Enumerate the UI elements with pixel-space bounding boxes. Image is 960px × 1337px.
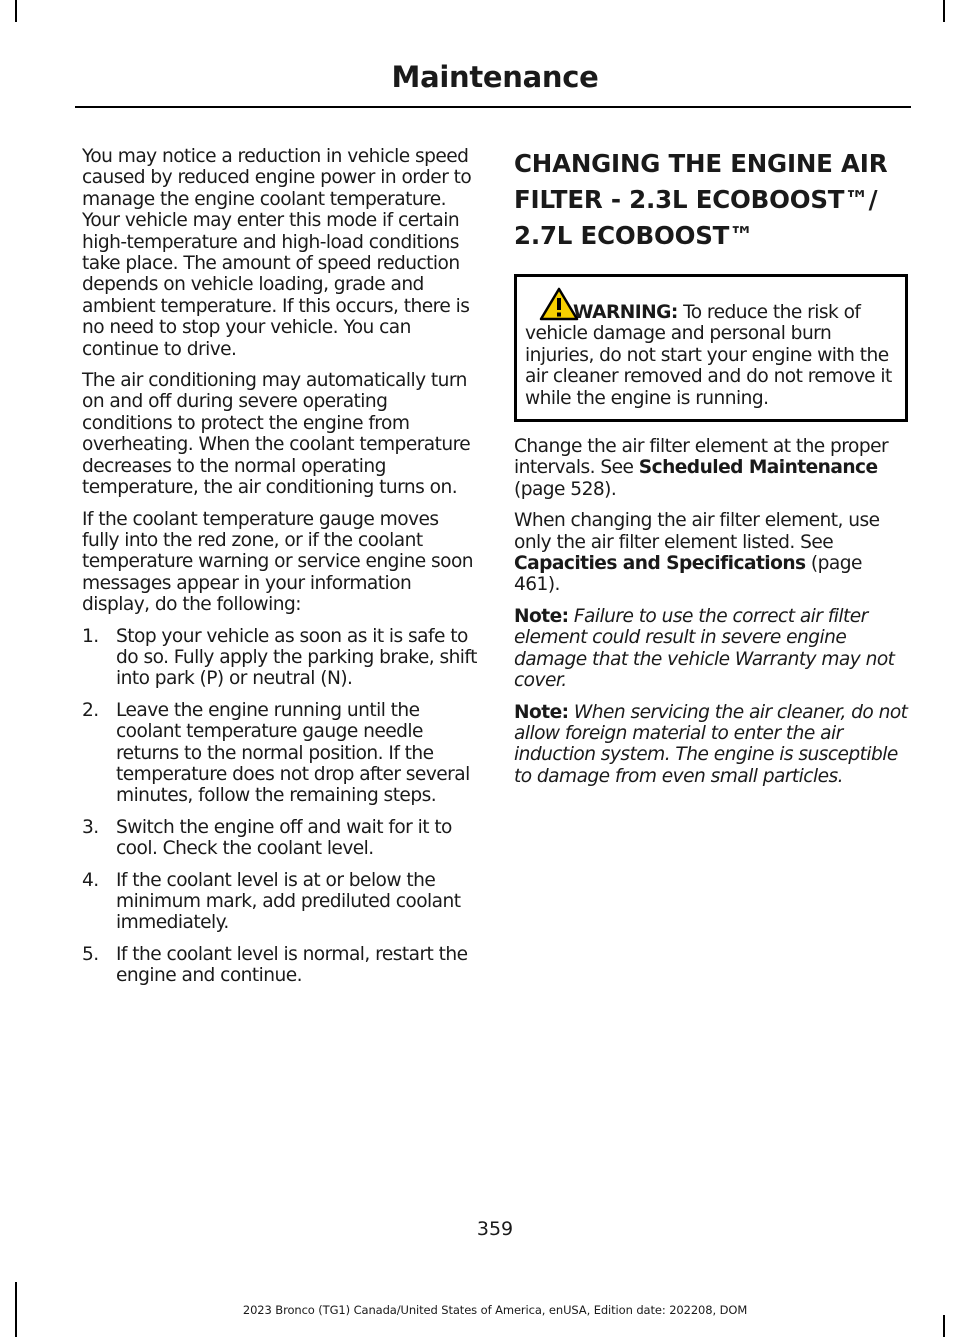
note-text: Failure to use the correct air filter element could result in severe engine damage that the vehicle Warranty may not cover. (514, 605, 895, 692)
crop-mark-top-right (943, 0, 945, 22)
step-text: If the coolant level is normal, restart the engine and continue. (116, 943, 468, 987)
note-correct-filter (514, 606, 908, 692)
step-number: 1. (82, 625, 99, 647)
warning-triangle-icon (539, 287, 579, 321)
header-rule (75, 106, 911, 108)
warning-box (514, 274, 908, 422)
list-item (82, 626, 477, 690)
page-number: 359 (476, 1218, 514, 1240)
left-column (82, 146, 477, 997)
right-column (514, 146, 908, 797)
paragraph-coolant-gauge: If the coolant temperature gauge moves fully into the red zone, or if the coolant temperature warning or service engine soon messages appear in your information display, do the following: (82, 508, 474, 616)
text: (page 461). (514, 553, 862, 596)
section-heading: CHANGING THE ENGINE AIR FILTER - 2.3L ECOBOOST™/ 2.7L ECOBOOST™ (514, 149, 888, 250)
text: When changing the air filter element, use only the air filter element listed. See (514, 510, 880, 553)
crop-mark-top-left (15, 0, 17, 22)
step-text: Switch the engine off and wait for it to cool. Check the coolant level. (116, 816, 452, 860)
list-item (82, 944, 477, 987)
warning-label: WARNING: (573, 302, 678, 323)
step-number: 5. (82, 943, 99, 965)
paragraph-air-conditioning: The air conditioning may automatically turn on and off during severe operating conditions to protect the engine from overheating. When the coolant temperature decreases to the normal operating temperature, the air conditioning turns on. (82, 370, 471, 499)
step-number: 3. (82, 816, 99, 838)
note-foreign-material (514, 702, 908, 788)
note-text: When servicing the air cleaner, do not allow foreign material to enter the air induction system. The engine is susceptible to damage from even small particles. (514, 701, 908, 787)
link-capacities-specifications[interactable]: Capacities and Specifications (514, 553, 806, 575)
link-scheduled-maintenance[interactable]: Scheduled Maintenance (638, 457, 878, 479)
list-item (82, 700, 477, 807)
text: (page 528). (514, 478, 617, 500)
warning-text: To reduce the risk of vehicle damage and personal burn injuries, do not start your engine with the air cleaner removed and do not remove it while the engine is running. (525, 302, 892, 409)
note-label: Note: (514, 701, 569, 723)
step-text: If the coolant level is at or below the minimum mark, add prediluted coolant immediately. (116, 869, 461, 934)
list-item (82, 817, 477, 860)
step-text: Leave the engine running until the coolant temperature gauge needle returns to the normal position. If the temperature does not drop after several minutes, follow the remaining steps. (116, 699, 470, 807)
paragraph-change-interval (514, 436, 908, 500)
step-number: 4. (82, 869, 99, 891)
step-text: Stop your vehicle as soon as it is safe to do so. Fully apply the parking brake, shift into park (P) or neutral (N). (116, 625, 477, 690)
note-label: Note: (514, 605, 569, 627)
page-title: Maintenance (391, 60, 599, 94)
footer-edition-text: 2023 Bronco (TG1) Canada/United States of America, enUSA, Edition date: 202208, DOM (242, 1303, 748, 1317)
paragraph-filter-element (514, 510, 908, 596)
steps-list (82, 626, 477, 987)
list-item (82, 870, 477, 934)
crop-mark-bottom-right (943, 1315, 945, 1337)
step-number: 2. (82, 699, 99, 721)
text: Change the air filter element at the proper intervals. See (514, 436, 889, 479)
paragraph-speed-reduction: You may notice a reduction in vehicle speed caused by reduced engine power in order to manage the engine coolant temperature. Your vehicle may enter this mode if certain high-temperature and high-load conditions take place. The amount of speed reduction depends on vehicle loading, grade and ambient temperature. If this occurs, there is no need to stop your vehicle. You can continue to drive. (82, 146, 472, 360)
